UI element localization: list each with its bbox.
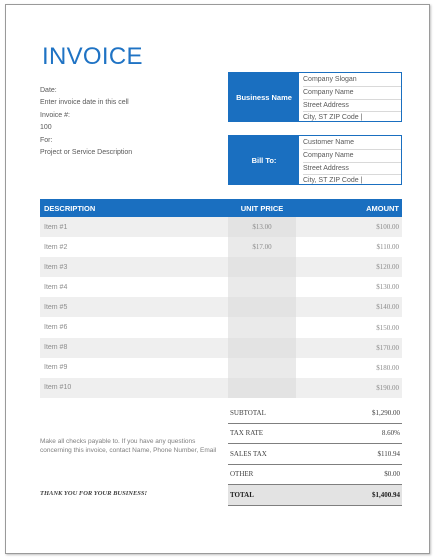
item-amount[interactable]: $170.00 <box>376 343 399 352</box>
summary-label: SUBTOTAL <box>230 408 266 417</box>
item-description[interactable]: Item #9 <box>44 364 68 372</box>
item-unit-price[interactable]: $17.00 <box>228 237 296 257</box>
item-unit-price[interactable]: $13.00 <box>228 217 296 237</box>
table-header <box>40 199 402 217</box>
summary-label: TOTAL <box>230 490 254 499</box>
invoice-title: INVOICE <box>42 43 143 70</box>
item-amount[interactable]: $100.00 <box>376 223 399 232</box>
item-unit-price[interactable] <box>228 338 296 358</box>
thank-you-note: THANK YOU FOR YOUR BUSINESS! <box>40 490 148 497</box>
table-row <box>40 338 402 358</box>
item-description[interactable]: Item #3 <box>44 263 68 271</box>
item-amount[interactable]: $190.00 <box>376 383 399 392</box>
header-unit-price: UNIT PRICE <box>240 203 284 213</box>
business-line[interactable]: Company Name <box>303 87 401 100</box>
table-row <box>40 297 402 317</box>
item-amount[interactable]: $180.00 <box>376 363 399 372</box>
summary-label: OTHER <box>230 470 254 479</box>
bill-to-line[interactable]: Customer Name <box>303 137 401 150</box>
summary-label: SALES TAX <box>230 449 267 458</box>
header-amount: AMOUNT <box>366 203 399 213</box>
item-amount[interactable]: $140.00 <box>376 303 399 312</box>
item-amount[interactable]: $120.00 <box>376 263 399 272</box>
item-amount[interactable]: $110.00 <box>376 243 399 252</box>
business-box <box>228 72 402 122</box>
item-description[interactable]: Item #6 <box>44 324 68 332</box>
business-line[interactable]: City, ST ZIP Code | <box>303 114 363 122</box>
header-description: DESCRIPTION <box>44 203 96 213</box>
bill-to-label: Bill To: <box>229 136 299 184</box>
business-line[interactable]: Street Address <box>303 100 401 113</box>
item-unit-price[interactable] <box>228 297 296 317</box>
summary-table <box>228 403 402 506</box>
item-description[interactable]: Item #8 <box>44 344 68 352</box>
item-unit-price[interactable] <box>228 317 296 337</box>
item-unit-price[interactable] <box>228 257 296 277</box>
bill-to-lines <box>299 136 401 184</box>
item-unit-price[interactable] <box>228 378 296 398</box>
summary-row-subtotal <box>228 403 402 424</box>
for-value[interactable]: Project or Service Description <box>40 149 133 157</box>
business-line[interactable]: Company Slogan <box>303 74 401 87</box>
summary-row-total <box>228 485 402 506</box>
item-amount[interactable]: $130.00 <box>376 283 399 292</box>
invoice-info <box>40 85 132 159</box>
line-items-table <box>40 199 402 398</box>
invoice-number-value[interactable]: 100 <box>40 124 52 132</box>
summary-row-other <box>228 465 402 486</box>
for-label: For: <box>40 136 53 144</box>
summary-label: TAX RATE <box>230 429 264 438</box>
table-row <box>40 277 402 297</box>
item-unit-price[interactable] <box>228 277 296 297</box>
invoice-page <box>5 4 430 554</box>
table-row <box>40 358 402 378</box>
summary-row-tax-rate <box>228 424 402 445</box>
table-row <box>40 317 402 337</box>
table-body <box>40 217 402 398</box>
item-description[interactable]: Item #10 <box>44 384 72 392</box>
date-value[interactable]: Enter invoice date in this cell <box>40 99 129 107</box>
table-row <box>40 217 402 237</box>
item-description[interactable]: Item #5 <box>44 303 68 311</box>
summary-value[interactable]: $1,400.94 <box>372 490 400 499</box>
item-description[interactable]: Item #4 <box>44 283 68 291</box>
bill-to-box <box>228 135 402 185</box>
item-unit-price[interactable] <box>228 358 296 378</box>
table-row <box>40 378 402 398</box>
invoice-number-label: Invoice #: <box>40 111 70 119</box>
checks-note: Make all checks payable to. If you have any questions concerning this invoice, contact Name, Phone Number, Email <box>40 438 217 454</box>
summary-value[interactable]: $110.94 <box>377 449 400 458</box>
table-row <box>40 237 402 257</box>
business-lines <box>299 73 401 121</box>
table-row <box>40 257 402 277</box>
summary-row-sales-tax <box>228 444 402 465</box>
summary-value[interactable]: $1,290.00 <box>372 408 400 417</box>
summary-value[interactable]: 8.60% <box>381 429 400 438</box>
item-amount[interactable]: $150.00 <box>376 323 399 332</box>
date-label: Date: <box>40 87 57 94</box>
bill-to-line[interactable]: City, ST ZIP Code | <box>303 177 363 185</box>
item-description[interactable]: Item #1 <box>44 223 68 231</box>
summary-value[interactable]: $0.00 <box>384 470 400 479</box>
bill-to-line[interactable]: Company Name <box>303 150 401 163</box>
item-description[interactable]: Item #2 <box>44 243 68 251</box>
business-name-label: Business Name <box>229 73 299 121</box>
bill-to-line[interactable]: Street Address <box>303 163 401 176</box>
